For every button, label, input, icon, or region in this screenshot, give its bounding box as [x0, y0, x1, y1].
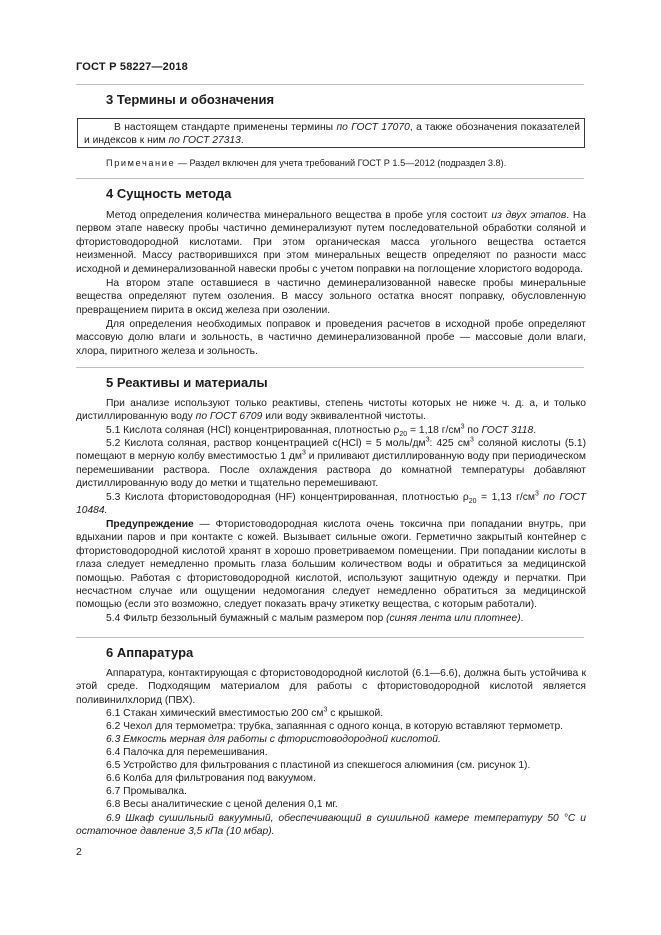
method-paragraph-3: Для определения необходимых поправок и проведения расчетов в исходной пробе определяют массовую долю влаги и зольность, в частично деминерализованной пробе — массовые доли влаги, хлора, пиритного железа и зольность. [76, 319, 586, 357]
apparatus-6-7: 6.7 Промывалка. [106, 786, 187, 797]
apparatus-intro: Аппаратура, контактирующая с фтористоводородной кислотой (6.1—6.6), должна быть устойчива к этой среде. Подходящим материалом для работы с фтористоводородной кислотой является поливинилхлорид (ПВХ). [76, 668, 586, 706]
terms-paragraph: В настоящем стандарте применены термины по ГОСТ 17070, а также обозначения показателей и индексов к ним по ГОСТ 27313. [84, 122, 580, 147]
apparatus-6-9: 6.9 Шкаф сушильный вакуумный, обеспечивающий в сушильной камере температуру 50 °С и остаточное давление 3,5 кПа (10 мбар). [76, 813, 586, 838]
warning-paragraph: Предупреждение — Фтористоводородная кислота очень токсична при попадании внутрь, при вдыхании паров и при контакте с кожей. Вызывает сильные ожоги. Герметично закрытый контейнер с фтористоводородной кислотой хранят в хорошо проветриваемом помещении. При попадании кислоты в глаза следует немедленно промыть глаза большим количеством воды и обратиться за медицинской помощью. Работая с фтористоводородной кислотой, используют защитную одежду и перчатки. При несчастном случае или ощущении недомогания следует немедленно обратиться за медицинской помощью (если это возможно, следует показать врачу этикетку вещества, с которым работали). [76, 519, 586, 611]
apparatus-6-8: 6.8 Весы аналитические с ценой деления 0,1 мг. [106, 799, 338, 810]
reagent-5-3: 5.3 Кислота фтористоводородная (HF) концентрированная, плотностью $\rho_{20} = 1,13$ $г/см^3$ по ГОСТ 10484. [76, 490, 586, 517]
section-5-title: 5 Реактивы и материалы [106, 375, 268, 390]
apparatus-6-2: 6.2 Чехол для термометра: трубка, запаянная с одного конца, в которую вставляют термометр. [106, 721, 564, 732]
method-paragraph-2: На втором этапе оставшиеся в частично деминерализованной навеске пробы минеральные вещества определяют путем озоления. В массу зольного остатка вносят поправку, обусловленную превращением пирита в оксид железа при озолении. [76, 278, 586, 316]
apparatus-6-6: 6.6 Колба для фильтрования под вакуумом. [106, 773, 316, 784]
section-divider [76, 84, 584, 85]
apparatus-6-5: 6.5 Устройство для фильтрования с пластиной из спекшегося алюминия (см. рисунок 1). [106, 760, 531, 771]
reagents-intro: При анализе используют только реактивы, степень чистоты которых не ниже ч. д. а, и только дистиллированную воду по ГОСТ 6709 или воду эквивалентной чистоты. [76, 398, 586, 423]
method-paragraph-1: Метод определения количества минерального вещества в пробе угля состоит из двух этапов. На первом этапе навеску пробы частично деминерализуют путем последовательной обработки соляной и фтористоводородной кислотами. При этом органическая масса угольного вещества остается неизменной. Массу растворившихся при этом минеральных веществ определяют по разности масс исходной и деминерализованной навески пробы с учетом поправки на поглощение хлористого водорода. [76, 210, 586, 275]
section-divider [76, 178, 584, 179]
apparatus-6-3: 6.3 Емкость мерная для работы с фтористоводородной кислотой. [106, 734, 441, 745]
document-code: ГОСТ Р 58227—2018 [76, 61, 188, 73]
reagent-5-4: 5.4 Фильтр беззольный бумажный с малым размером пор (синяя лента или плотнее). [106, 613, 524, 624]
page-number: 2 [76, 846, 82, 858]
terms-note: Примечание — Раздел включен для учета требований ГОСТ Р 1.5—2012 (подраздел 3.8). [106, 158, 507, 168]
reagent-5-2: 5.2 Кислота соляная, раствор концентрацией c(HCl) = 5 моль/$дм^3$: 425 $см^3$ соляной кислоты (5.1) помещают в мерную колбу вместимостью 1 $дм^3$ и приливают дистиллированную воду при периодическом перемешивании раствора. После охлаждения раствора до комнатной температуры добавляют дистиллированную воду до метки и тщательно перемешивают. [76, 436, 586, 490]
reagent-5-1: 5.1 Кислота соляная (HCl) концентрированная, плотностью $\rho_{20} = 1,18$ $г/см^3$ по ГОСТ 3118. [106, 423, 537, 439]
section-6-title: 6 Аппаратура [106, 645, 194, 660]
section-divider [76, 637, 584, 638]
section-3-title: 3 Термины и обозначения [106, 92, 275, 107]
section-divider [76, 367, 584, 368]
section-4-title: 4 Сущность метода [106, 186, 232, 201]
apparatus-6-1: 6.1 Стакан химический вместимостью 200 $см^3$ с крышкой. [106, 706, 384, 719]
apparatus-6-4: 6.4 Палочка для перемешивания. [106, 747, 268, 758]
